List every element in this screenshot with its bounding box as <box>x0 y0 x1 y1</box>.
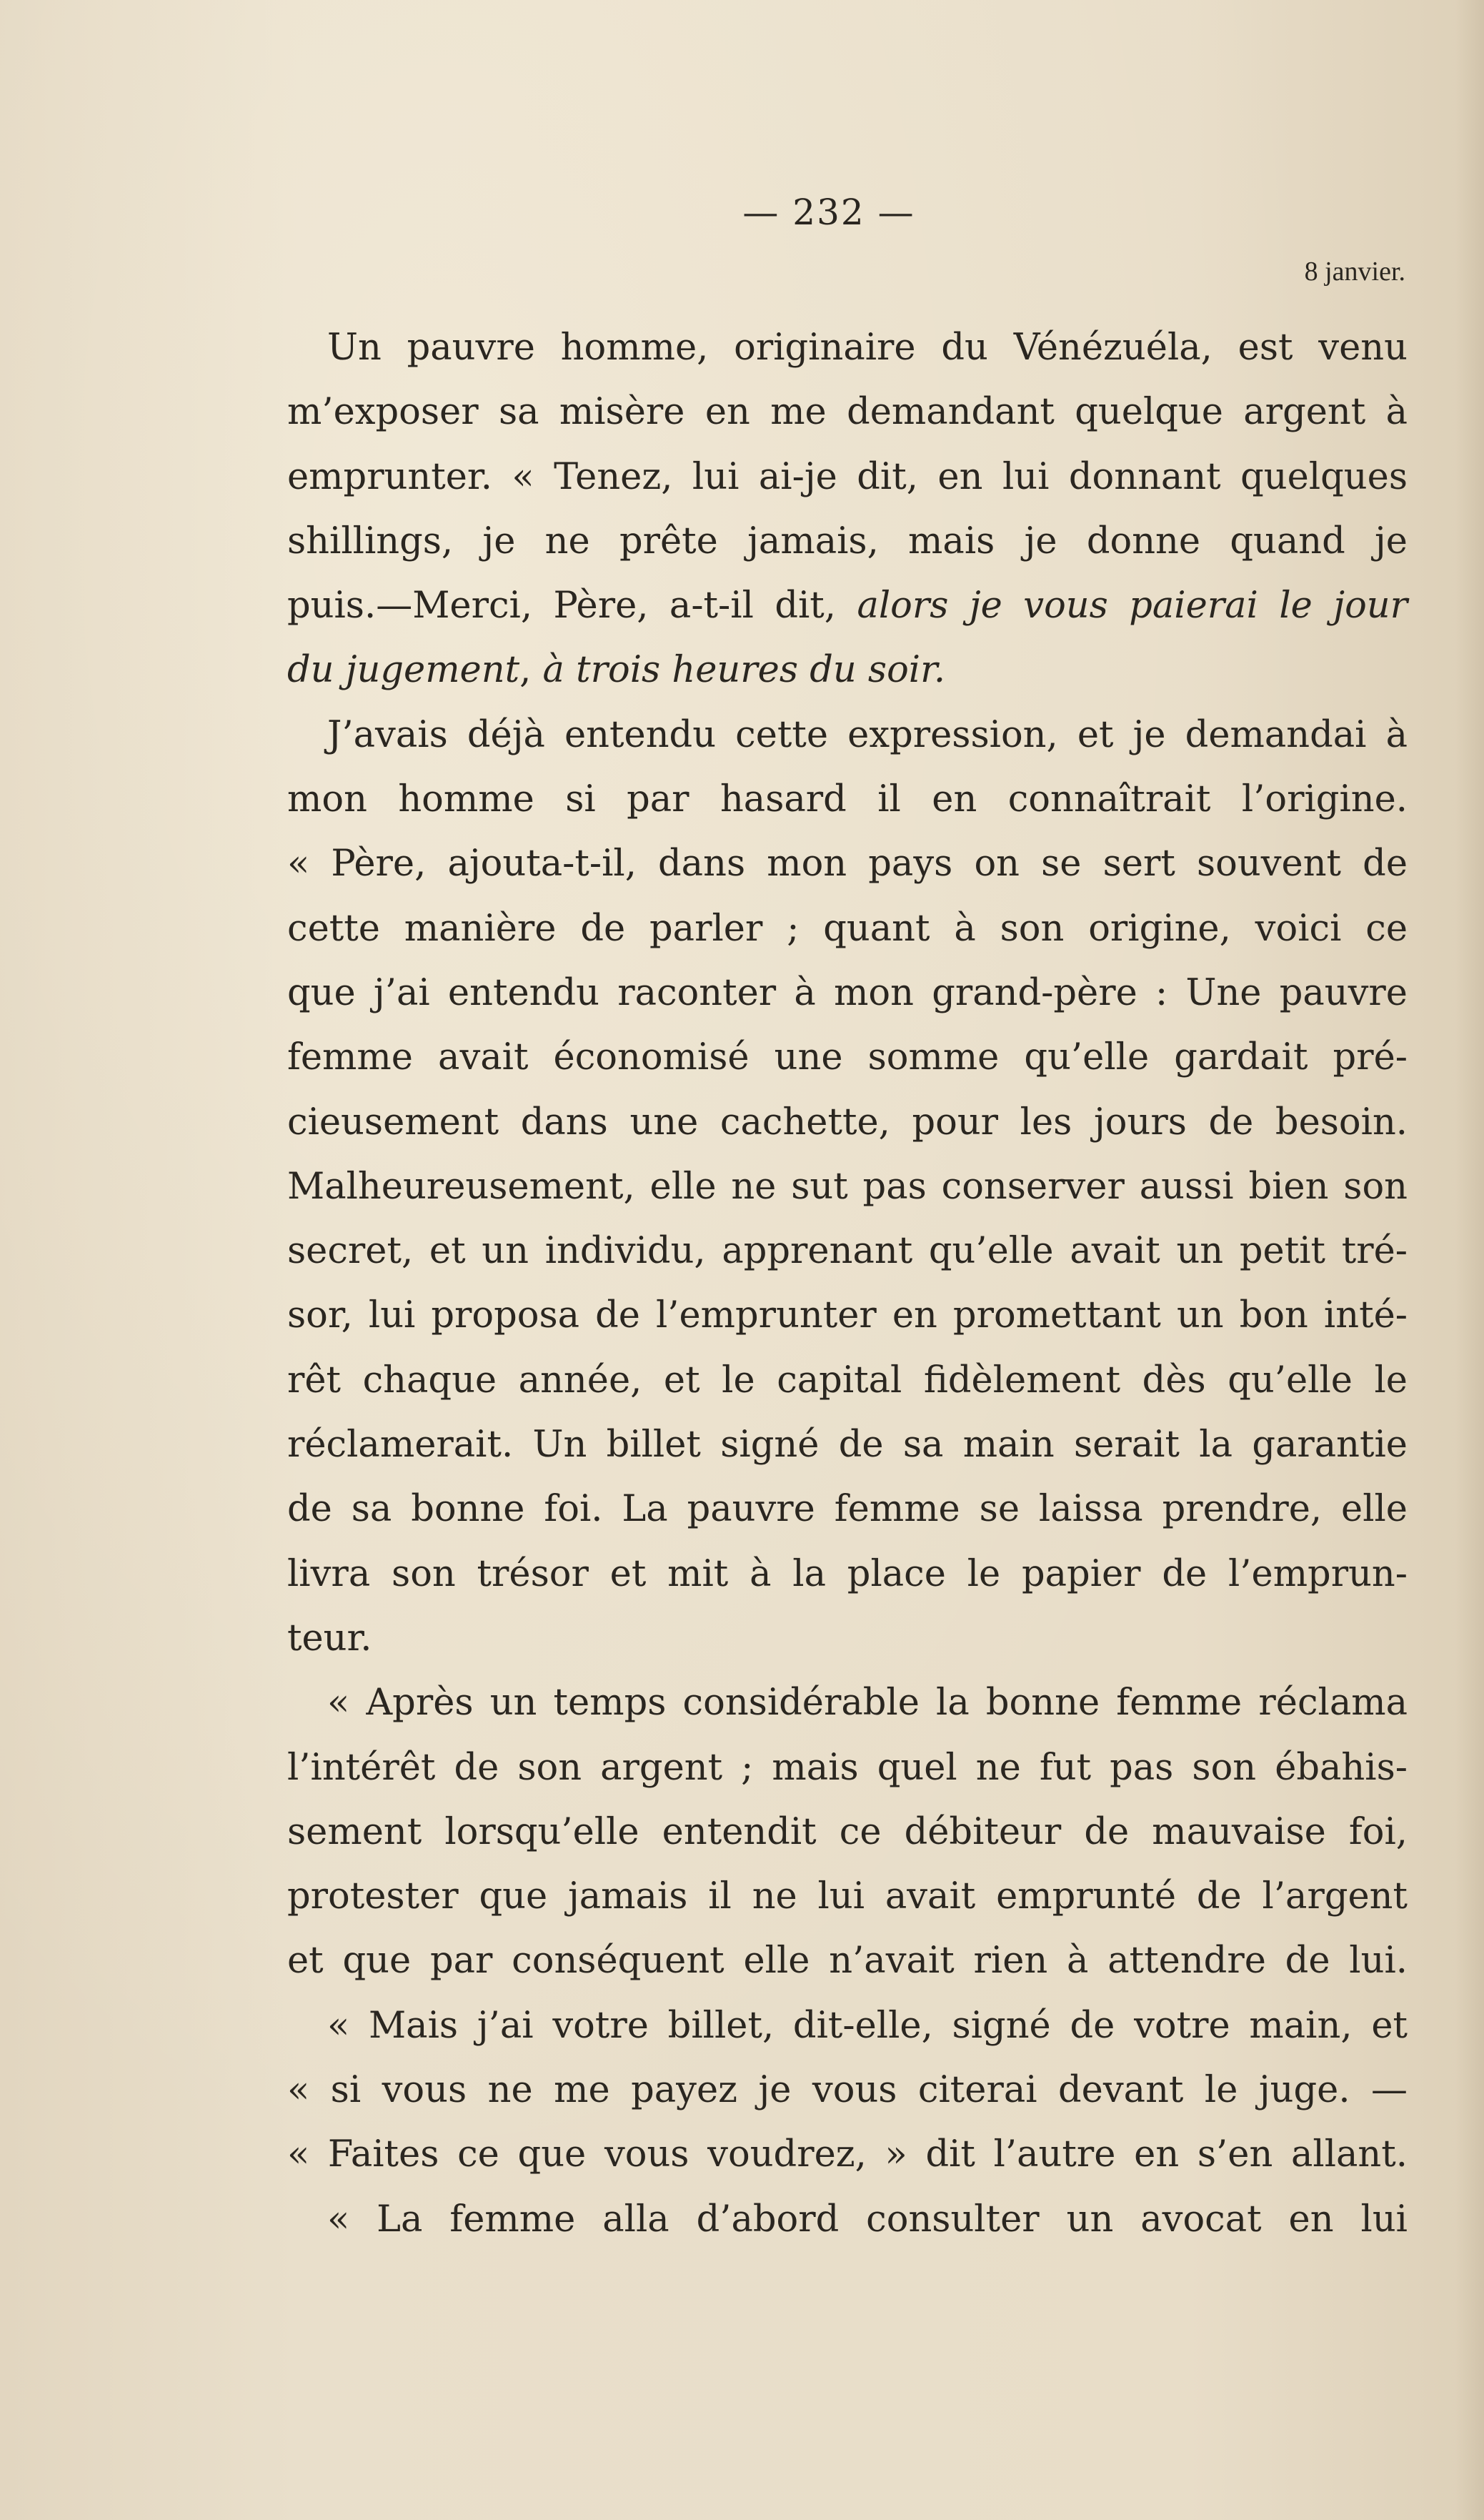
text-line: puis.—Merci, Père, a-t-il dit, alors je vous paierai le jour <box>287 585 1408 627</box>
text-line: et que par conséquent elle n’avait rien à attendre de lui. <box>287 1940 1408 1983</box>
text-line: livra son trésor et mit à la place le papier de l’emprun- <box>287 1552 1408 1595</box>
text-line: « Mais j’ai votre billet, dit-elle, signé de votre main, et <box>327 2004 1408 2047</box>
text-line: que j’ai entendu raconter à mon grand-père : Une pauvre <box>287 971 1408 1014</box>
text-line: de sa bonne foi. La pauvre femme se laissa prendre, elle <box>287 1488 1408 1531</box>
text-line: shillings, je ne prête jamais, mais je donne quand je <box>287 520 1408 562</box>
text-line: rêt chaque année, et le capital fidèlement dès qu’elle le <box>287 1359 1408 1402</box>
text-line: emprunter. « Tenez, lui ai-je dit, en lui donnant quelques <box>287 455 1408 498</box>
text-line: teur. <box>287 1617 372 1660</box>
text-line: cette manière de parler ; quant à son origine, voici ce <box>287 907 1408 950</box>
text-line: J’avais déjà entendu cette expression, et je demandai à <box>327 713 1408 756</box>
text-line: mon homme si par hasard il en connaîtrait l’origine. <box>287 778 1408 821</box>
text-line: « Après un temps considérable la bonne femme réclama <box>327 1682 1408 1725</box>
text-line: réclamerait. Un billet signé de sa main serait la garantie <box>287 1424 1408 1467</box>
italic-phrase: du jugement <box>287 649 520 692</box>
text-line: Un pauvre homme, originaire du Vénézuéla, est venu <box>327 327 1408 369</box>
text-line: « si vous ne me payez je vous citerai devant le juge. — <box>287 2069 1408 2112</box>
text-line: du jugement, à trois heures du soir. <box>287 649 946 692</box>
entry-date: 8 janvier. <box>1304 257 1405 287</box>
page-number: — 232 — <box>742 192 915 233</box>
text-line: protester que jamais il ne lui avait emprunté de l’argent <box>287 1875 1408 1918</box>
italic-phrase: à trois heures du soir. <box>542 649 946 692</box>
text-line: « Père, ajouta-t-il, dans mon pays on se sert souvent de <box>287 843 1408 886</box>
text-line: l’intérêt de son argent ; mais quel ne fut pas son ébahis- <box>287 1746 1408 1789</box>
text-line: « Faites ce que vous voudrez, » dit l’autre en s’en allant. <box>287 2133 1408 2176</box>
italic-phrase: alors je vous paierai le jour <box>857 585 1408 627</box>
text-line: sor, lui proposa de l’emprunter en promettant un bon inté- <box>287 1294 1408 1337</box>
page-edge-shadow <box>1455 0 1484 2520</box>
text-line: femme avait économisé une somme qu’elle gardait pré- <box>287 1036 1408 1079</box>
body-text <box>287 316 1408 2252</box>
text-line: « La femme alla d’abord consulter un avocat en lui <box>327 2198 1408 2241</box>
text-line: cieusement dans une cachette, pour les jours de besoin. <box>287 1101 1408 1144</box>
text-line: sement lorsqu’elle entendit ce débiteur de mauvaise foi, <box>287 1810 1408 1853</box>
text-line: secret, et un individu, apprenant qu’elle avait un petit tré- <box>287 1230 1408 1273</box>
text-line: m’exposer sa misère en me demandant quelque argent à <box>287 391 1408 434</box>
text-line: Malheureusement, elle ne sut pas conserver aussi bien son <box>287 1165 1408 1208</box>
